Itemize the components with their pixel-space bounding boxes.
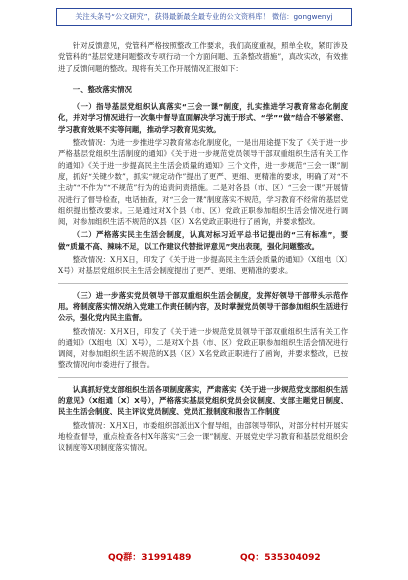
qq-group-text: QQ群：31991489 [108, 553, 192, 563]
header-banner: 关注头条号“公文研究”，获得最新最全最专业的公文资料库！ 微信：gongwenyj [56, 8, 352, 26]
item-4-body: 整改情况：X月X日，市委组织部派出X个督导组，由部领导带队，对部分村村开展实地检查督导，重点检查各村X年落实“三会一课”制度、开展党史学习教育和基层党组织会议制度等X项制度落实情况。 [58, 420, 348, 453]
divider [58, 283, 348, 284]
footer [0, 548, 408, 568]
item-3-body: 整改情况：X月X日，印发了《关于进一步规范党员领导干部双重组织生活有关工作的通知》（X组电〔X〕X号），二是对X个县（市、区）党政正职参加组织生活会情况进行调阅，对参加组织生活不规范的X县（区）X名党政正职进行了函询，并要求整改，已按整改情况向市委进行了报告。 [58, 326, 348, 370]
item-2-body: 整改情况：X月X日，印发了《关于进一步提高民主生活会质量的通知》（X组电〔X〕X号）对基层党组织民主生活会制度提出了更严、更细、更精准的要求。 [58, 255, 348, 276]
item-4-lead: 认真抓好党支部组织生活各项制度落实，严肃落实《关于进一步规范党支部组织生活的意见》（X组通〔X〕X号），严格落实基层党组织党员会议制度、支部主题党日制度、民主生活会制度、民主评议党员制度、党员汇报制度和报告工作制度 [58, 384, 348, 417]
item-1-lead: （一）指导基层党组织认真落实“三会一课”制度，扎实推进学习教育常态化制度化，并对学习情况进行一次集中督导直面解决学习流于形式、“学”“做”结合不够紧密、学习教育效果不实等问题，推动学习教育见实效。 [58, 102, 348, 134]
item-2-lead: （二）严格落实民主生活会制度，认真对标习近平总书记提出的“三有标准”，要做“质量不高、辣味不足，以工作建议代替批评意见”突出表现，强化问题整改。 [58, 230, 348, 251]
document-body [58, 40, 348, 456]
item-3-lead: （三）进一步落实党员领导干部双重组织生活会制度，发挥好领导干部带头示范作用。将制度落实情况纳入党建工作责任制内容，及时掌握党员领导干部参加组织生活进行公示，强化党内民主监督。 [58, 290, 348, 323]
divider [58, 377, 348, 378]
intro-paragraph: 针对反馈意见，党管科严格按照整改工作要求，我们高度重视，照单全收，紧盯涉及党管科的“基层党建问题整改专项行动一个方面问题、五条整改措施”，真改实改，有效推进了反馈问题的整改。现将有关工作开展情况汇报如下： [58, 41, 348, 73]
item-1-body: 整改情况：为进一步推进学习教育常态化制度化，一是出用途提下发了《关于进一步严格基层党组织生活制度的通知》《关于进一步规范党员领导干部双重组织生活有关工作的通知》《关于进一步提高民主生活会质量的通知》三个文件，进一步规范“三会一课”制度，抓好“关键少数”，抓实“规定动作”提出了更严、更细、更精准的要求，明确了对“不主动”“不作为”“不规范”行为的追责问责措施。二是对各县（市、区）“三会一课”开展情况进行了督导检查，电话抽查，对“三会一课”制度落实不规范，学习教育不经常的基层党组织提出整改要求。三是通过对X个县（市、区）党政正职参加组织生活会情况进行调阅，对参加组织生活不规范的X县（区）X名党政正职进行了函询，并要求整改。 [58, 138, 348, 227]
section-heading: 一、整改落实情况 [72, 84, 132, 94]
qq-contact-text: QQ：535304092 [240, 553, 321, 563]
